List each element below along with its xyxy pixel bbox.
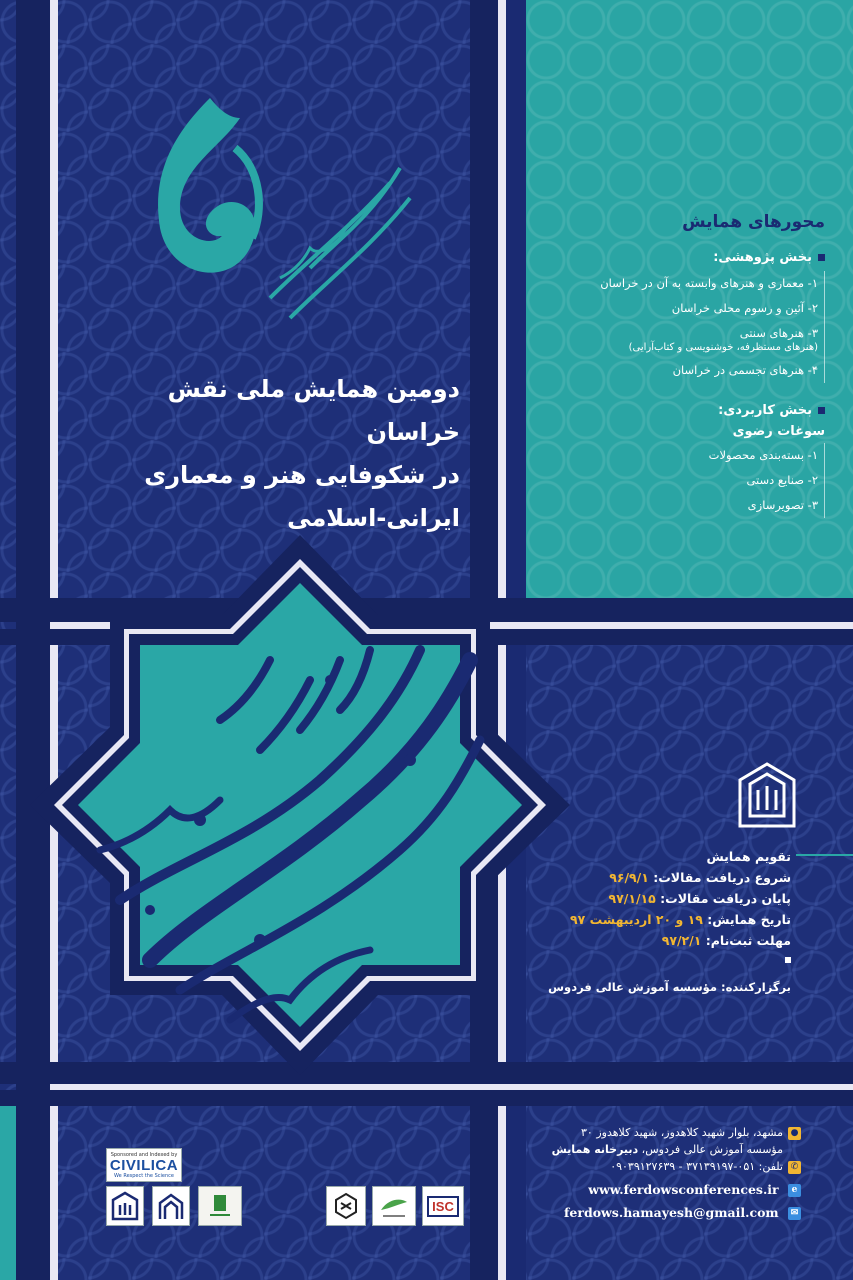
- schedule-row: مهلت ثبت‌نام: ۹۷/۲/۱: [661, 933, 791, 948]
- list-item: ۲- آئین و رسوم محلی خراسان: [671, 301, 818, 315]
- contact-section: [501, 1124, 801, 1221]
- schedule-row: شروع دریافت مقالات: ۹۶/۹/۱: [609, 870, 791, 885]
- applied-section-title: بخش کاربردی:: [525, 403, 825, 418]
- schedule-section: [511, 846, 791, 998]
- sponsor-logo-4: [326, 1186, 366, 1226]
- civilica-logo: Sponsored and Indexed by CIVILICA We Respect the Science: [106, 1148, 182, 1182]
- knot-emblem-icon: [331, 1191, 361, 1221]
- applied-list: [525, 443, 825, 518]
- bullet-square-icon: [818, 407, 825, 414]
- website-link[interactable]: www.ferdowsconferences.ir: [588, 1182, 779, 1197]
- email-link[interactable]: ferdows.hamayesh@gmail.com: [564, 1205, 779, 1220]
- list-item: ۲- صنایع دستی: [746, 473, 818, 487]
- bullet-square-icon: [785, 957, 791, 963]
- list-item-note: (هنرهای مستظرفه، خوشنویسی و کتاب‌آرایی): [628, 342, 818, 353]
- bullet-square-icon: [818, 254, 825, 261]
- location-icon: ●: [788, 1127, 801, 1140]
- topics-content: [525, 212, 825, 518]
- website-line: [501, 1181, 801, 1198]
- arch-emblem-icon: [156, 1191, 186, 1221]
- title-line-1: دومین همایش ملی نقش خراسان: [167, 375, 460, 446]
- address-line-1: ●مشهد، بلوار شهید کلاهدوز، شهید کلاهدوز ۳۰: [501, 1124, 801, 1141]
- institute-emblem-icon: [110, 1191, 140, 1221]
- address-line-2: مؤسسه آموزش عالی فردوس، دبیرخانه همایش: [551, 1143, 783, 1156]
- conference-title: [70, 368, 460, 540]
- schedule-title: تقویم همایش: [706, 849, 791, 864]
- organizer: برگزارکننده: مؤسسه آموزش عالی فردوس: [548, 980, 791, 994]
- ministry-emblem-icon: [206, 1191, 234, 1221]
- sponsor-logo-5: [372, 1186, 416, 1226]
- topics-heading: محورهای همایش: [682, 212, 825, 232]
- schedule-row: تاریخ همایش: ۱۹ و ۲۰ اردیبهشت ۹۷: [570, 912, 791, 927]
- email-line: [501, 1204, 801, 1221]
- phone-line: ✆تلفن: ۰۵۱-۳۷۱۳۹۱۹۷ - ۰۹۰۳۹۱۲۷۶۳۹: [501, 1158, 801, 1175]
- schedule-accent-line: [796, 854, 853, 856]
- sponsor-logo-2: [152, 1186, 190, 1226]
- band-horizontal-4: [0, 1090, 853, 1106]
- sponsor-logo-isc: ISC: [422, 1186, 464, 1226]
- title-line-2: در شکوفایی هنر و معماری: [144, 461, 460, 489]
- list-item: ۱- بسته‌بندی محصولات: [708, 448, 818, 462]
- research-section-title: بخش پژوهشی:: [525, 250, 825, 265]
- research-list: [525, 271, 825, 383]
- sponsor-logo-1: [106, 1186, 144, 1226]
- applied-subtitle: سوغات رضوی: [732, 424, 825, 439]
- band-teal-bottom: [0, 1106, 16, 1280]
- leaf-emblem-icon: [377, 1192, 411, 1220]
- list-item: ۱- معماری و هنرهای وابسته به آن در خراسان: [600, 276, 818, 290]
- phone-icon: ✆: [788, 1161, 801, 1174]
- list-item: ۳- هنرهای سنتی: [739, 326, 818, 340]
- ferdows-institute-logo: [732, 760, 802, 832]
- browser-icon: e: [788, 1184, 801, 1197]
- schedule-row: پایان دریافت مقالات: ۹۷/۱/۱۵: [608, 891, 791, 906]
- sponsor-logo-3: [198, 1186, 242, 1226]
- calligraphy-star-emblem: [0, 520, 600, 1080]
- list-item: ۳- تصویرسازی: [747, 498, 818, 512]
- email-icon: ✉: [788, 1207, 801, 1220]
- list-item: ۴- هنرهای تجسمی در خراسان: [672, 363, 818, 377]
- conference-calligraphy-logo: [140, 88, 430, 338]
- title-line-3: ایرانی-اسلامی: [287, 504, 460, 532]
